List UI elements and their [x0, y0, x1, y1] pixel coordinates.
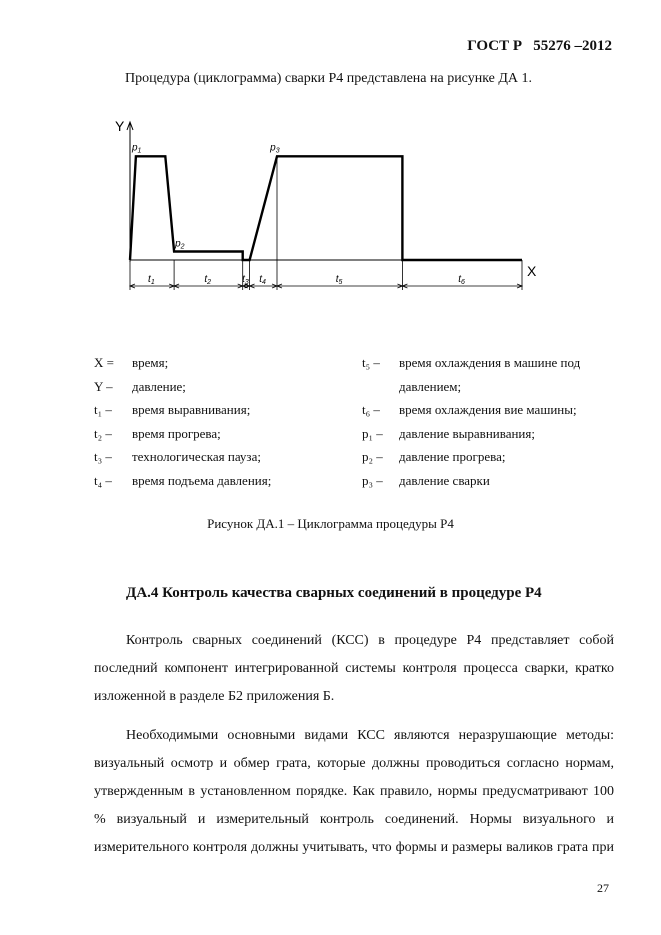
- legend-symbol: t₂ –: [94, 425, 112, 441]
- legend-symbol: p₂ –: [362, 449, 383, 464]
- legend-symbol: t₄ –: [94, 472, 112, 488]
- cyclogram-chart: [0, 0, 661, 330]
- phase-label-t4: $t_4$: [259, 274, 266, 286]
- legend-symbol: X =: [94, 355, 114, 370]
- phase-label-t2: $t_2$: [204, 274, 212, 286]
- legend-symbol: Y –: [94, 378, 113, 394]
- legend-description: время охлаждения вие машины;: [399, 402, 577, 417]
- legend-description: время выравнивания;: [132, 402, 251, 417]
- x-axis-label: X: [527, 263, 537, 279]
- legend-symbol: t₃ –: [94, 449, 112, 464]
- legend-symbol: t₅ –: [362, 355, 380, 370]
- phase-label-t6: $t_6$: [458, 274, 465, 286]
- legend-description: технологическая пауза;: [132, 449, 261, 464]
- legend-description: время охлаждения в машине под: [399, 355, 581, 370]
- paragraph-text: Необходимыми основными видами КСС являются неразрушающие методы: визуальный осмотр и обмер грата, которые должны проводиться согласно нормам, утвержденным в установленном порядке. Как правило, нормы предусматривают 100 % визуальный и измерительный контроль соединений. Нормы визуального и измерительного контроля должны учитывать, что формы и размеры валиков грата при: [94, 728, 614, 855]
- pressure-series-line: [130, 156, 522, 260]
- legend-symbol: t₁ –: [94, 402, 112, 417]
- header-number: 55276 –2012: [533, 38, 612, 54]
- legend-description: давление сварки: [399, 472, 490, 488]
- pressure-label-p3: $p_3$: [270, 142, 280, 155]
- paragraph-2: [94, 722, 614, 862]
- legend-description: давление прогрева;: [399, 449, 506, 464]
- pressure-label-p1: $p_1$: [131, 142, 142, 155]
- phase-label-t3: $t_3$: [242, 274, 249, 286]
- header-standard: ГОСТ Р: [467, 38, 522, 54]
- figure-caption: Рисунок ДА.1 – Циклограмма процедуры Р4: [207, 516, 454, 531]
- phase-label-t5: $t_5$: [335, 274, 343, 286]
- legend-symbol: t₆ –: [362, 402, 380, 417]
- intro-text: Процедура (циклограмма) сварки Р4 представлена на рисунке ДА 1.: [125, 71, 533, 86]
- section-title: ДА.4 Контроль качества сварных соединений в процедуре Р4: [126, 585, 542, 601]
- legend-description: давление;: [132, 378, 186, 394]
- legend-symbol: p₃ –: [362, 472, 383, 488]
- legend-description: время;: [132, 355, 169, 370]
- y-axis-label: Y: [115, 118, 125, 134]
- legend-description: давление выравнивания;: [399, 425, 535, 441]
- legend-description: время подъема давления;: [132, 472, 272, 488]
- legend-description-continued: давлением;: [399, 378, 462, 394]
- pressure-label-p2: $p_2$: [175, 238, 185, 251]
- page-number: 27: [597, 881, 609, 895]
- paragraph-1: [94, 627, 614, 711]
- phase-label-t1: $t_1$: [148, 274, 155, 286]
- legend-description: время прогрева;: [132, 425, 221, 441]
- legend-symbol: p₁ –: [362, 425, 383, 441]
- paragraph-text: Контроль сварных соединений (КСС) в процедуре Р4 представляет собой последний компонент интегрированной системы контроля процесса сварки, кратко изложенной в разделе Б2 приложения Б.: [94, 633, 614, 704]
